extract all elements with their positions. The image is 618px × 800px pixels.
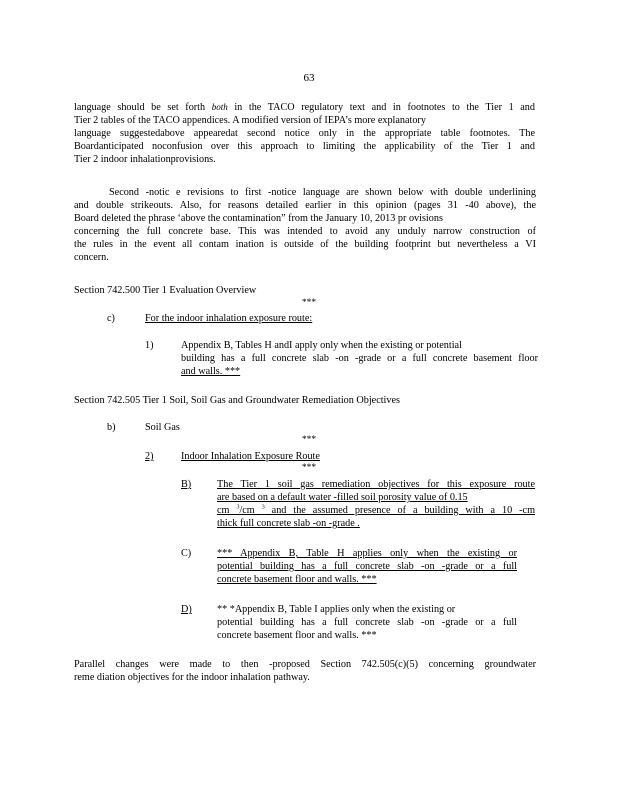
- item-C-label: C): [181, 548, 192, 559]
- paragraph-2-line-1: Second -notic e revisions to first -notice language are shown below with double underlining: [109, 187, 536, 198]
- paragraph-2-line-4: concerning the full concrete base. This was intended to avoid any unduly narrow construction of: [74, 226, 536, 237]
- omission-stars: ***: [301, 463, 317, 473]
- item-D-text: [217, 603, 517, 642]
- item-2-label: 2): [145, 451, 154, 462]
- omission-stars: ***: [301, 435, 317, 445]
- subsection-c-label: c): [107, 313, 115, 324]
- section-742-505-heading: Section 742.505 Tier 1 Soil, Soil Gas and Groundwater Remediation Objectives: [74, 395, 400, 406]
- paragraph-1: [74, 101, 535, 166]
- paragraph-3: [74, 658, 536, 684]
- paragraph-2: [74, 186, 536, 264]
- item-B-line-3: cm $^3$/cm $^3$ and the assumed presence of a building with a 10 -cm: [217, 504, 536, 516]
- superscript: 3: [236, 504, 240, 511]
- paragraph-2-line-2: and double strikeouts. Also, for reasons detailed earlier in this opinion (pages 31 -40 above), the: [74, 200, 536, 211]
- item-1-label: 1): [145, 340, 154, 351]
- paragraph-3-line-1: Parallel changes were made to then -proposed Section 742.505(c)(5) concerning groundwater: [74, 659, 536, 670]
- paragraph-1-line-5: Tier 2 indoor inhalationprovisions.: [74, 154, 216, 165]
- omission-stars: ***: [301, 298, 317, 308]
- item-B-line-1: The Tier 1 soil gas remediation objectives for this exposure route: [217, 479, 535, 490]
- emphasis-both: both: [211, 102, 228, 112]
- paragraph-3-line-2: reme diation objectives for the indoor inhalation pathway.: [74, 672, 310, 683]
- item-B-line-2: are based on a default water -filled soil porosity value of 0.15: [217, 492, 468, 503]
- paragraph-2-line-6: concern.: [74, 252, 109, 263]
- paragraph-2-line-5: the rules in the event all contam ination is outside of the building footprint but nevertheless a VI: [74, 239, 536, 250]
- subsection-c-text: For the indoor inhalation exposure route:: [145, 313, 313, 324]
- paragraph-2-line-3: Board deleted the phrase ‘above the contamination” from the January 10, 2013 pr ovisions: [74, 213, 443, 224]
- item-1-line-2: building has a full concrete slab -on -grade or a full concrete basement floor: [181, 353, 538, 364]
- item-B-line-4: thick full concrete slab -on -grade .: [217, 518, 360, 529]
- item-C-line-3: concrete basement floor and walls. ***: [217, 574, 377, 585]
- paragraph-1-line-3: language suggestedabove appearedat second notice only in the appropriate table footnotes. The: [74, 128, 535, 139]
- item-1-line-1: Appendix B, Tables H andI apply only when the existing or potential: [181, 340, 462, 351]
- page-number: 63: [303, 72, 315, 84]
- section-742-500-heading: Section 742.500 Tier 1 Evaluation Overview: [74, 285, 257, 296]
- paragraph-1-line-2: Tier 2 tables of the TACO appendices. A modified version of IEPA’s more explanatory: [74, 115, 426, 126]
- item-D-line-1: ** *Appendix B, Table I applies only when the existing or: [217, 604, 456, 615]
- item-B-label: B): [181, 479, 192, 490]
- paragraph-1-line-4: Boardanticipated noconfusion over this approach to limiting the applicability of the Tier 1 and: [74, 141, 535, 152]
- subsection-b-label: b): [107, 422, 116, 433]
- superscript: 3: [261, 504, 265, 511]
- subsection-b-text: Soil Gas: [145, 422, 180, 433]
- item-D-label: D): [181, 604, 192, 615]
- item-1-line-3: and walls. ***: [181, 366, 241, 377]
- item-C-text: [217, 547, 517, 586]
- item-D-line-2: potential building has a full concrete slab -on -grade or a full: [217, 617, 517, 628]
- item-B-text: [217, 478, 535, 530]
- item-2-text: Indoor Inhalation Exposure Route: [181, 451, 320, 462]
- item-C-line-1: *** Appendix B, Table H applies only when the existing or: [217, 548, 517, 559]
- item-C-line-2: potential building has a full concrete slab -on -grade or a full: [217, 561, 517, 572]
- item-D-line-3: concrete basement floor and walls. ***: [217, 630, 377, 641]
- item-1-text: [181, 339, 538, 378]
- paragraph-1-line-1: language should be set forth both in the TACO regulatory text and in footnotes to the Tier 1 and: [74, 102, 535, 113]
